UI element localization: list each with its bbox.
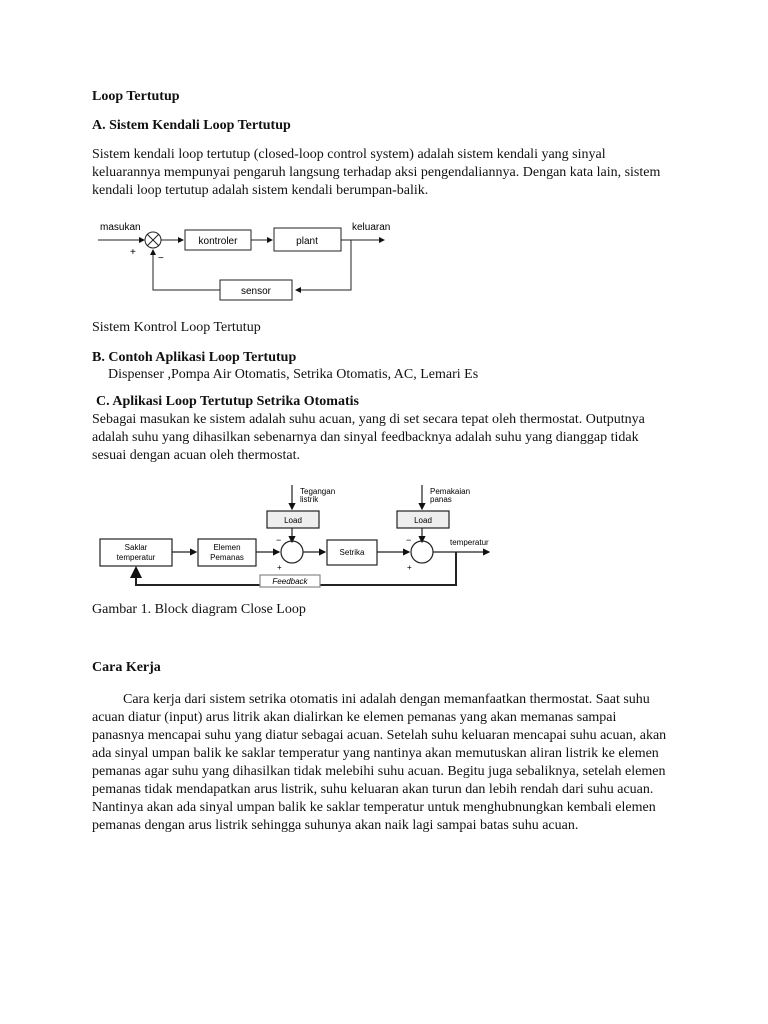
disturbance-1-label: listrik [300,495,319,504]
sensor-block: sensor [240,286,272,297]
output-label: temperatur [450,538,489,547]
load-block-1: Load [284,516,302,525]
controller-block: kontroler [198,236,238,247]
heater-block: Pemanas [210,553,244,562]
plus-sign: + [130,247,136,258]
document-title: Loop Tertutup [92,89,180,104]
cara-kerja-paragraph [92,691,666,835]
input-label: masukan [100,222,141,233]
closed-loop-diagram [90,210,410,310]
text-line: Sistem kendali loop tertutup (closed-loop control system) adalah sistem kendali yang sinyal [92,147,606,162]
plus-sign: + [407,563,412,572]
text-line: pemanas dengan arus listrik sehingga suhunya akan naik lagi sampai batas suhu acuan. [92,818,579,833]
section-a-paragraph [92,146,660,200]
text-line: adalah suhu yang dihasilkan sebenarnya dan sinyal feedbacknya adalah suhu yang dianggap tidak [92,430,639,445]
output-label: keluaran [352,222,391,233]
section-b-heading: B. Contoh Aplikasi Loop Tertutup [92,350,297,365]
disturbance-1-label: Tegangan [300,487,336,496]
section-c-paragraph [92,411,645,465]
figure-caption: Gambar 1. Block diagram Close Loop [92,602,306,617]
switch-block: temperatur [116,553,156,562]
minus-sign: − [158,253,164,264]
load-block-2: Load [414,516,432,525]
plus-sign: + [277,563,282,572]
heater-block: Elemen [213,543,241,552]
minus-sign: − [276,535,282,545]
iron-block: Setrika [339,548,365,557]
feedback-label: Feedback [272,577,308,586]
figure-caption: Sistem Kontrol Loop Tertutup [92,320,261,335]
switch-block: Saklar [124,543,148,552]
text-line: sesuai dengan acuan oleh thermostat. [92,448,300,463]
disturbance-2-label: Pemakaian [430,487,471,496]
minus-sign: − [406,535,412,545]
text-line: acuan diatur (input) arus litrik akan dialirkan ke elemen pemanas yang akan memanas sampai [92,710,617,725]
text-line: Nantinya akan ada sinyal umpan balik ke saklar temperatur untuk menghubnungkan kembali elemen [92,800,656,815]
examples-list: Dispenser ,Pompa Air Otomatis, Setrika Otomatis, AC, Lemari Es [108,367,479,382]
text-line: kendali loop tertutup adalah sistem kendali berumpan-balik. [92,183,429,198]
section-a-heading: A. Sistem Kendali Loop Tertutup [92,118,291,133]
text-line: panasnya mencapai suhu yang diatur sebagai acuan. Setelah suhu keluaran mencapai suhu acuan, akan [92,728,667,743]
plant-block: plant [296,236,318,247]
cara-kerja-heading: Cara Kerja [92,660,161,675]
section-c-heading: C. Aplikasi Loop Tertutup Setrika Otomatis [96,394,359,409]
text-line: pemanas tidak mendapatkan arus listrik, suhu keluaran akan turun dan lebih rendah dari suhu acuan. [92,782,654,797]
text-line: Sebagai masukan ke sistem adalah suhu acuan, yang di set secara tepat oleh thermostat. Outputnya [92,412,645,427]
disturbance-2-label: panas [430,495,452,504]
text-line: ada sinyal umpan balik ke saklar temperatur yang nantinya akan memutuskan aliran listrik ke elemen [92,746,659,761]
text-line: Cara kerja dari sistem setrika otomatis ini adalah dengan memanfaatkan thermostat. Saat suhu [123,692,650,707]
text-line: pemanas agar suhu yang dihasilkan tidak melebihi suhu acuan. Begitu juga sebaliknya, setelah elemen [92,764,666,779]
text-line: keluarannya mempunyai pengaruh langsung terhadap aksi pengendaliannya. Dengan kata lain, sistem [92,165,661,180]
iron-block-diagram [92,480,512,590]
